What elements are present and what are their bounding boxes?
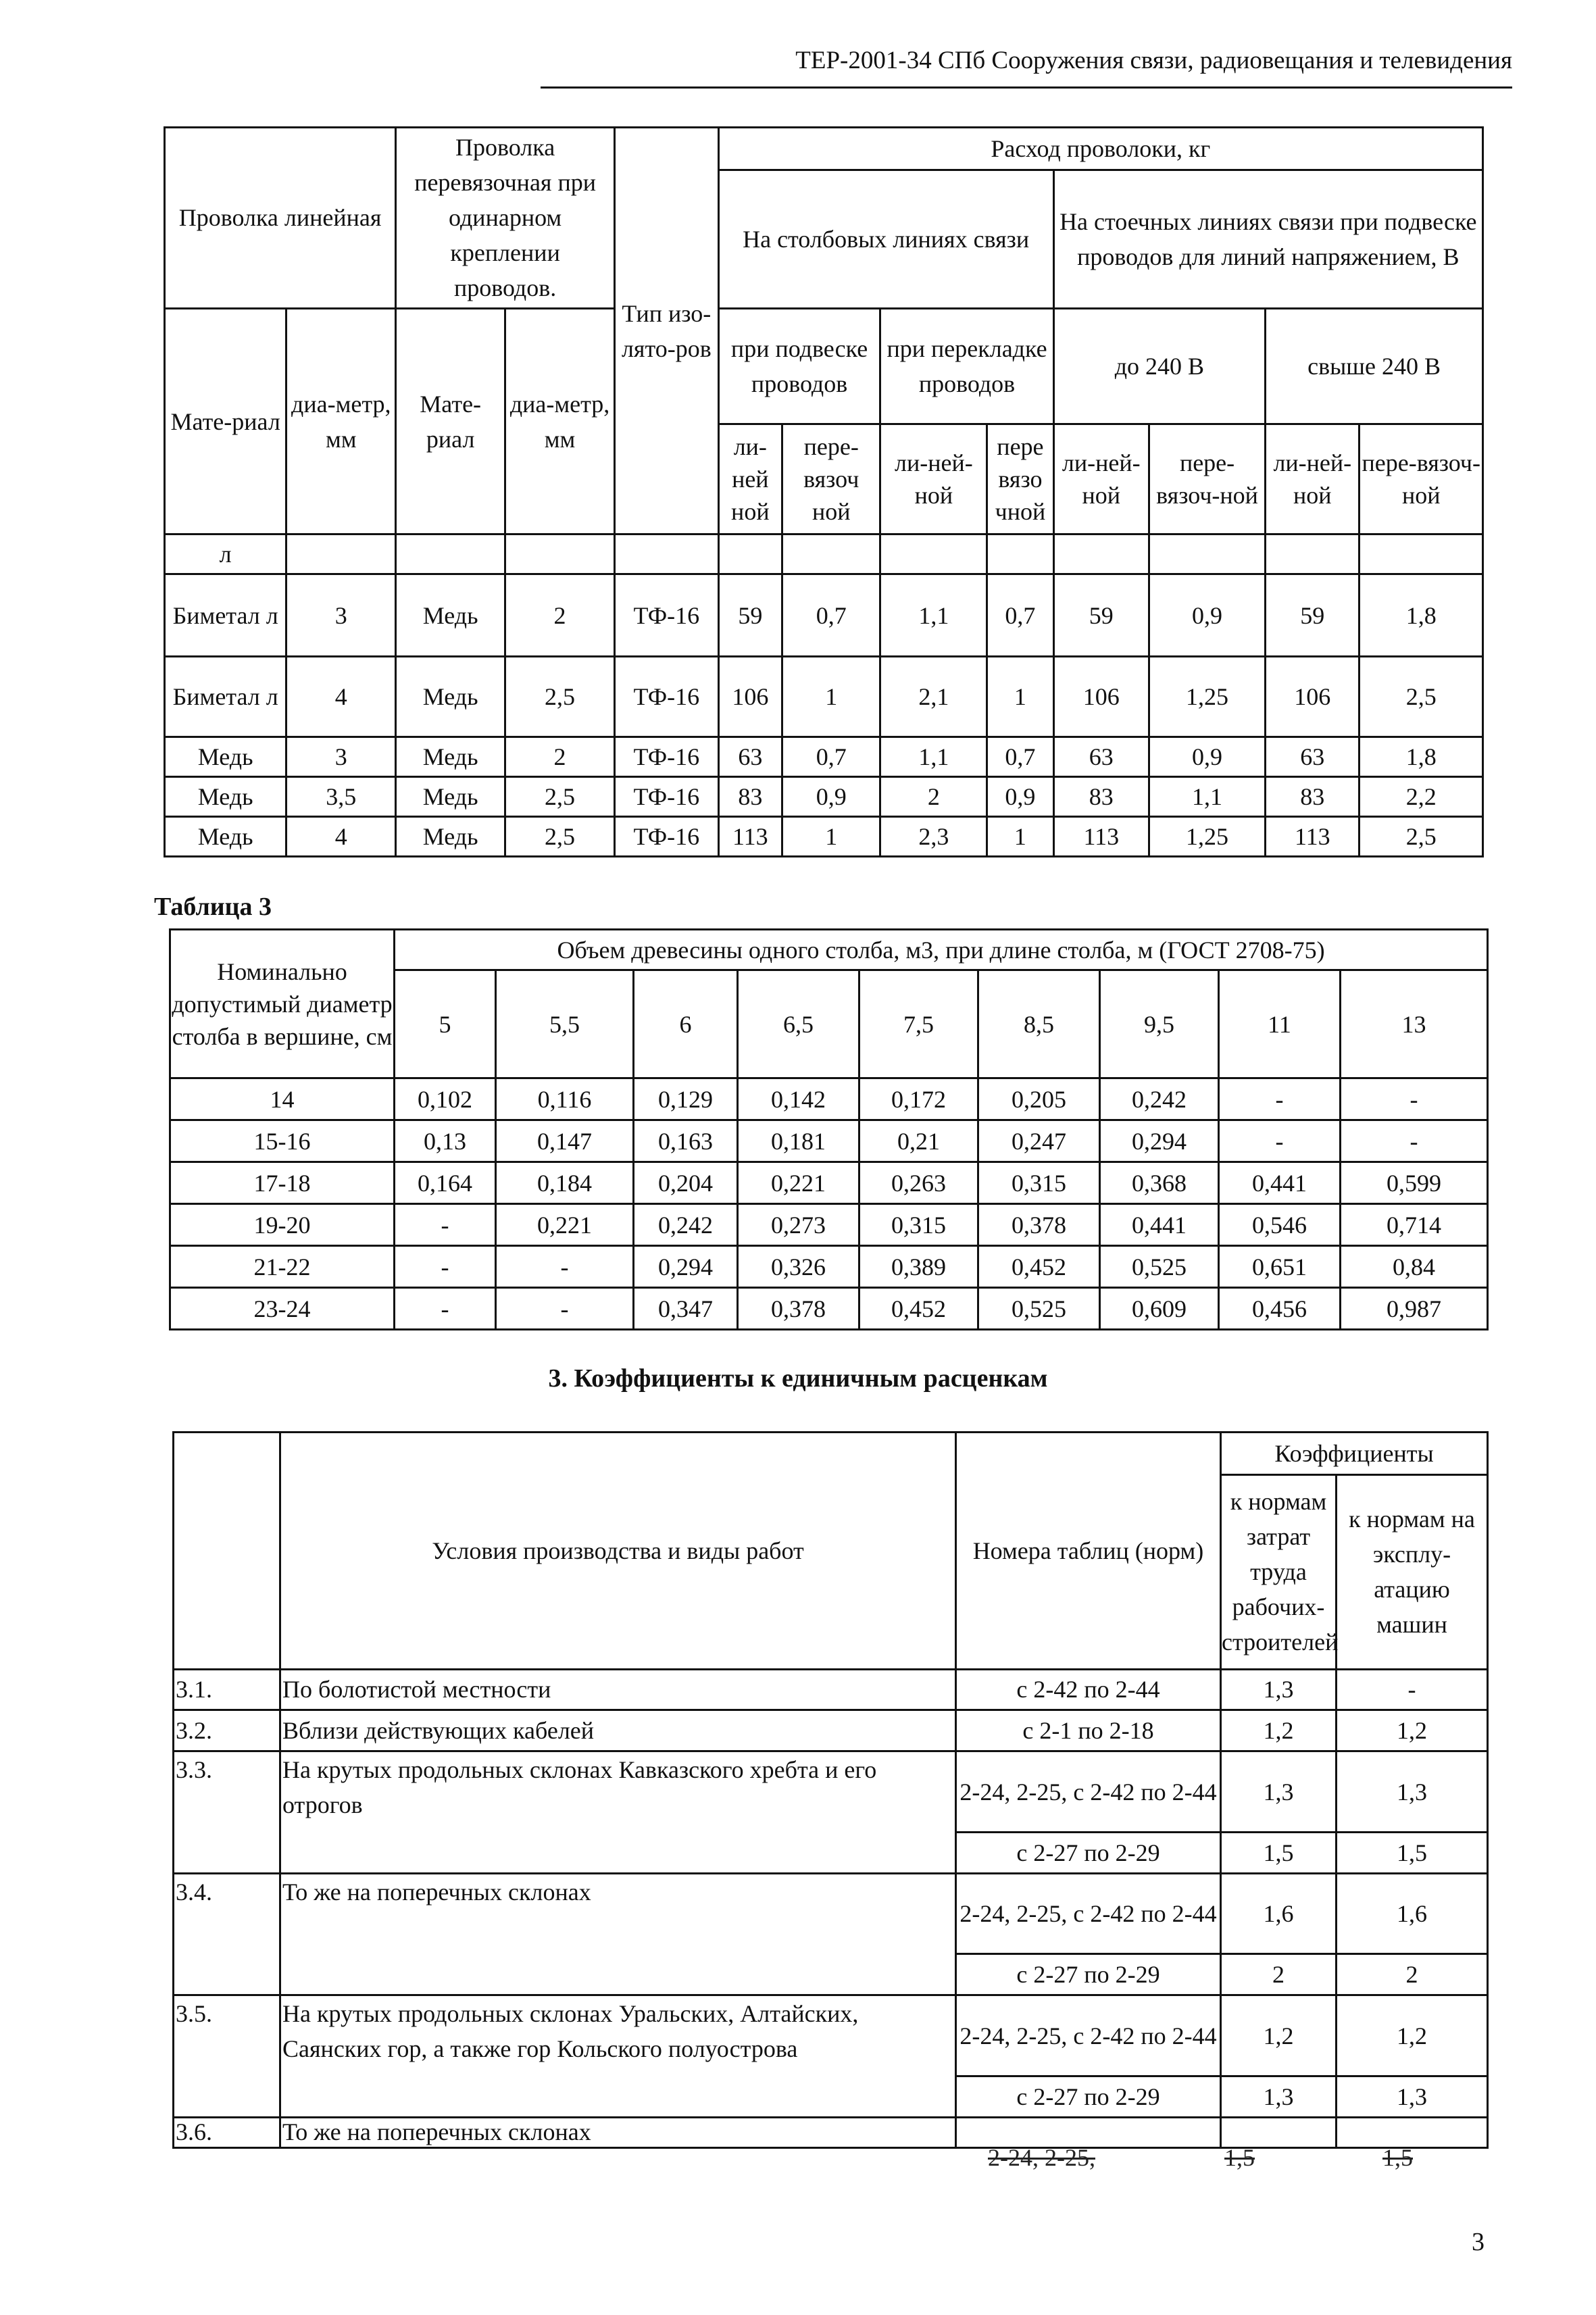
header-tie-1: пере-вязоч ной: [782, 424, 880, 534]
length-6: 6: [634, 970, 738, 1078]
stray-cell: л: [165, 534, 286, 574]
length-5: 5: [395, 970, 496, 1078]
section-title: 3. Коэффициенты к единичным расценкам: [548, 1364, 1048, 1393]
length-9-5: 9,5: [1100, 970, 1219, 1078]
table-row: 21-22 - - 0,294 0,326 0,389 0,452 0,525 0,651 0,84: [170, 1246, 1488, 1288]
header-timber-volume: Объем древесины одного столба, м3, при длине столба, м (ГОСТ 2708-75): [395, 930, 1488, 970]
length-5-5: 5,5: [496, 970, 634, 1078]
cut-off-table-numbers: 2-24, 2-25,: [988, 2144, 1095, 2171]
table-row: Медь 3,5 Медь 2,5 ТФ-16 83 0,9 2 0,9 83 1,1 83 2,2: [165, 776, 1483, 816]
header-tie-3: пере-вязоч-ной: [1149, 424, 1265, 534]
header-table-numbers: Номера таблиц (норм): [956, 1433, 1221, 1670]
length-11: 11: [1219, 970, 1341, 1078]
table-row: 3.6. То же на поперечных склонах: [174, 2117, 1488, 2147]
header-linear-wire: Проволка линейная: [165, 128, 396, 309]
header-tie-4: пере-вязоч-ной: [1360, 424, 1483, 534]
table-row: Биметал л 4 Медь 2,5 ТФ-16 106 1 2,1 1 106 1,25 106 2,5: [165, 657, 1483, 737]
header-insulator-type: Тип изо-лято-ров: [615, 128, 719, 534]
table-row: 17-18 0,164 0,184 0,204 0,221 0,263 0,315 0,368 0,441 0,599: [170, 1162, 1488, 1204]
header-linear-1: ли-ней ной: [718, 424, 782, 534]
table-row: 3.3. На крутых продольных склонах Кавказского хребта и его отрогов 2-24, 2-25, с 2-42 по 2-44 1,3 1,3: [174, 1751, 1488, 1833]
running-header: ТЕР-2001-34 СПб Сооружения связи, радиовещания и телевидения: [795, 47, 1512, 74]
header-material-tie: Мате-риал: [396, 308, 505, 534]
header-over-240: свыше 240 В: [1266, 308, 1483, 424]
header-material: Мате-риал: [165, 308, 286, 534]
header-pole-lines: На столбовых линиях связи: [718, 170, 1053, 309]
page-number: 3: [1472, 2228, 1485, 2256]
length-13: 13: [1341, 970, 1488, 1078]
header-machines: к нормам на эксплу-атацию машин: [1337, 1474, 1488, 1669]
header-diameter-tie: диа-метр, мм: [505, 308, 615, 534]
header-diameter: диа-метр, мм: [286, 308, 396, 534]
table-row: Медь 3 Медь 2 ТФ-16 63 0,7 1,1 0,7 63 0,9 63 1,8: [165, 737, 1483, 776]
table-row: 15-16 0,13 0,147 0,163 0,181 0,21 0,247 0,294 - -: [170, 1120, 1488, 1162]
table-row: 23-24 - - 0,347 0,378 0,452 0,525 0,609 0,456 0,987: [170, 1288, 1488, 1330]
header-transfer: при перекладке проводов: [880, 308, 1053, 424]
header-linear-2: ли-ней-ной: [880, 424, 987, 534]
header-upto-240: до 240 В: [1053, 308, 1266, 424]
header-rule: [541, 86, 1512, 89]
header-rack-lines: На стоечных линиях связи при подвеске проводов для линий напряжением, В: [1053, 170, 1482, 309]
header-tie-wire: Проволка перевязочная при одинарном креплении проводов.: [396, 128, 615, 309]
header-linear-3: ли-ней-ной: [1053, 424, 1149, 534]
coefficients-table: Условия производства и виды работ Номера таблиц (норм) Коэффициенты к нормам затрат труда рабочих-строителей к нормам на эксплу-атацию машин 3.1. По болотистой местности с 2-42 по 2-44 1,3 - 3.2. Вблизи действующих кабелей с 2-1 по 2-18 1,2 1,2 3.3. На крутых продольных склонах Кавказского хребта и его отрогов 2-24, 2-25, с 2-42 по 2-44 1,3 1,3 с 2-27 по 2-29 1,5 1,5 3.4. То же на поперечных склонах 2-24, 2-25, с 2-42 по 2-44 1,6 1,6 с 2-27 по 2-29 2 2 3.5. На крутых продольных склонах Уральских, Алтайских, Саянских гор, а также гор Кольского полуострова 2-24, 2-25, с 2-42 по 2-44 1,2 1,2 с 2-27 по 2-29 1,3 1,3 3.6. То же на поперечных склонах: [172, 1431, 1489, 2149]
table3-caption: Таблица 3: [154, 893, 272, 921]
header-conditions: Условия производства и виды работ: [280, 1433, 956, 1670]
header-wire-consumption: Расход проволоки, кг: [718, 128, 1482, 170]
table-row: Медь 4 Медь 2,5 ТФ-16 113 1 2,3 1 113 1,25 113 2,5: [165, 816, 1483, 856]
header-labor: к нормам затрат труда рабочих-строителей: [1221, 1474, 1337, 1669]
table-row: 3.1. По болотистой местности с 2-42 по 2-44 1,3 -: [174, 1669, 1488, 1710]
pole-volume-table: [169, 928, 1489, 1330]
cut-off-labor-coefficient: 1,5: [1224, 2144, 1255, 2171]
header-hanging: при подвеске проводов: [718, 308, 880, 424]
table-row: 14 0,102 0,116 0,129 0,142 0,172 0,205 0,242 - -: [170, 1078, 1488, 1120]
length-6-5: 6,5: [738, 970, 859, 1078]
header-pole-diameter: Номинально допустимый диаметр столба в вершине, см: [170, 930, 395, 1078]
table-row: Биметал л 3 Медь 2 ТФ-16 59 0,7 1,1 0,7 59 0,9 59 1,8: [165, 574, 1483, 657]
header-linear-4: ли-ней-ной: [1266, 424, 1360, 534]
cut-off-machine-coefficient: 1,5: [1382, 2144, 1413, 2171]
table-row: 19-20 - 0,221 0,242 0,273 0,315 0,378 0,441 0,546 0,714: [170, 1204, 1488, 1246]
length-7-5: 7,5: [859, 970, 978, 1078]
length-8-5: 8,5: [978, 970, 1100, 1078]
header-tie-2: пере вязо чной: [987, 424, 1053, 534]
header-coefficients: Коэффициенты: [1221, 1433, 1488, 1475]
table-row: 3.2. Вблизи действующих кабелей с 2-1 по 2-18 1,2 1,2: [174, 1710, 1488, 1751]
wire-consumption-table: [164, 126, 1484, 857]
table-row: 3.4. То же на поперечных склонах 2-24, 2-25, с 2-42 по 2-44 1,6 1,6: [174, 1873, 1488, 1954]
table-row: 3.5. На крутых продольных склонах Уральских, Алтайских, Саянских гор, а также гор Кольского полуострова 2-24, 2-25, с 2-42 по 2-44 1,2 1,2: [174, 1995, 1488, 2076]
